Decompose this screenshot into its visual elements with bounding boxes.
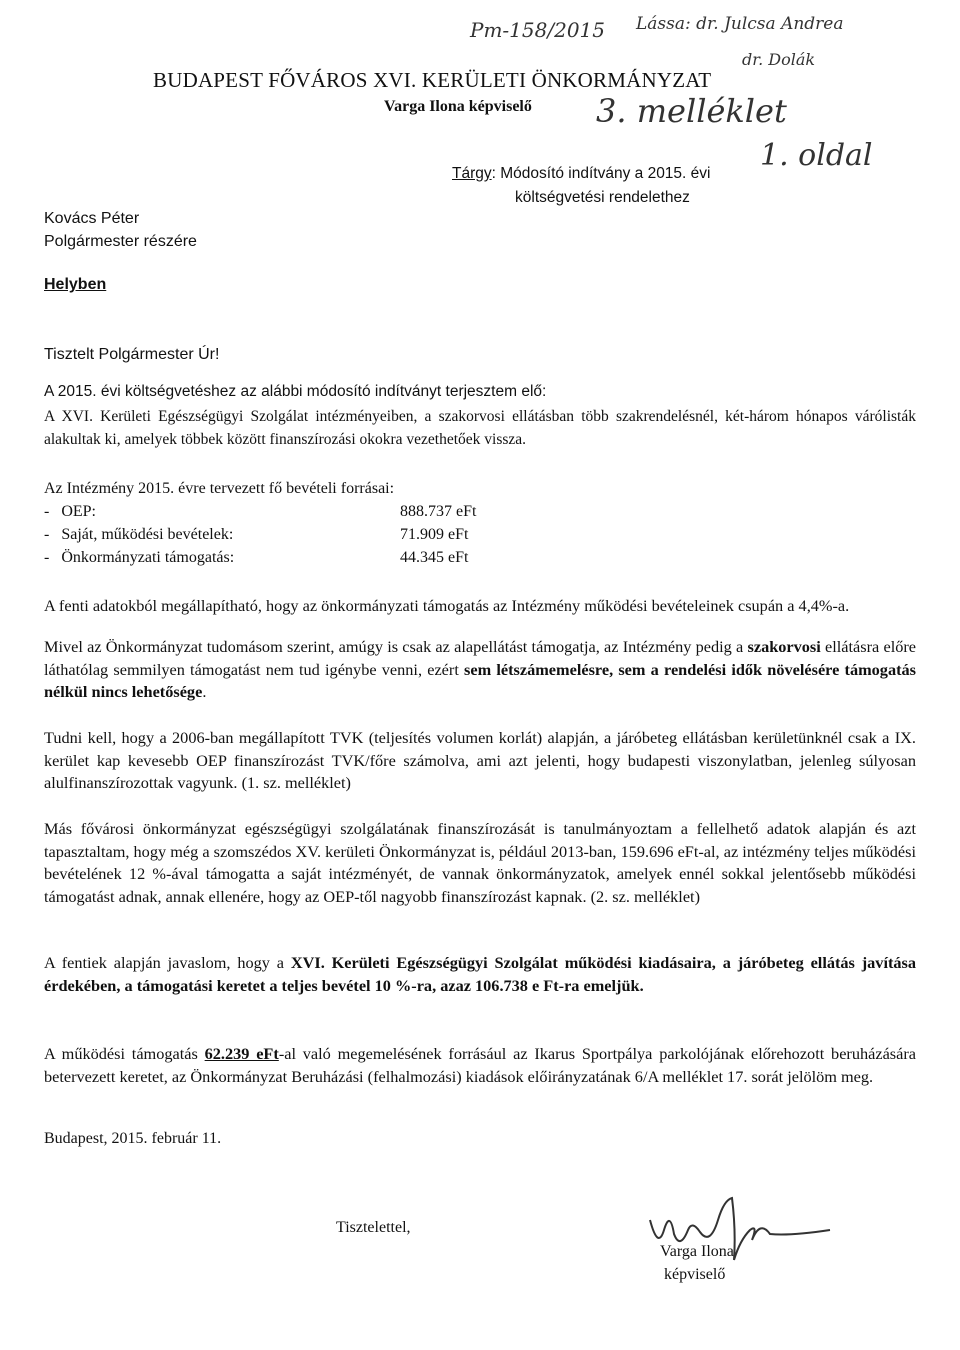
subject-line-2: költségvetési rendelethez bbox=[515, 189, 690, 206]
salutation: Tisztelt Polgármester Úr! bbox=[44, 346, 220, 363]
handwritten-annotation-assignee: Lássa: dr. Julcsa Andrea bbox=[636, 14, 844, 34]
source-value: 888.737 eFt bbox=[400, 503, 477, 520]
recipient-role: Polgármester részére bbox=[44, 233, 197, 250]
intro-line: A 2015. évi költségvetéshez az alábbi módosító indítványt terjesztem elő: bbox=[44, 383, 547, 400]
office-title: BUDAPEST FŐVÁROS XVI. KERÜLETI ÖNKORMÁNYZAT bbox=[153, 68, 712, 92]
source-value: 44.345 eFt bbox=[400, 549, 469, 566]
paragraph-funding-source: A működési támogatás 62.239 eFt-al való megemelésének forrásául az Ikarus Sportpálya parkolójának előrehozott beruházására betervezett keretet, az Önkormányzat Beruházási (felhalmozási) kiadások előirányzatának 6/A melléklet 17. sorát jelölöm meg. bbox=[44, 1044, 917, 1086]
source-value: 71.909 eFt bbox=[400, 526, 469, 543]
source-label: - Önkormányzati támogatás: bbox=[44, 549, 235, 566]
closing: Tisztelettel, bbox=[336, 1219, 411, 1236]
subject-text-1: : Módosító indítvány a 2015. évi bbox=[491, 165, 711, 182]
signature-name: Varga Ilona bbox=[660, 1243, 734, 1260]
registration-number-handwritten: Pm-158/2015 bbox=[470, 18, 605, 42]
paragraph-support-ratio: A fenti adatokból megállapítható, hogy az önkormányzati támogatás az Intézmény működési bevételeinek csupán a 4,4%-a. bbox=[44, 596, 850, 615]
paragraph-proposal: A fentiek alapján javaslom, hogy a XVI. Kerületi Egészségügyi Szolgálat működési kiadásaira, a járóbeteg ellátás javítása érdekében, a támogatási keretet a teljes bevétel 10 %-ra, azaz 106.738 e Ft-ra emeljük. bbox=[44, 953, 917, 995]
recipient-place: Helyben bbox=[44, 276, 107, 293]
source-label: - OEP: bbox=[44, 503, 96, 520]
sender-name: Varga Ilona képviselő bbox=[384, 98, 532, 115]
signature-title: képviselő bbox=[664, 1266, 726, 1283]
paragraph-tvk: Tudni kell, hogy a 2006-ban megállapított TVK (teljesítés volumen korlát) alapján, a járóbeteg ellátásban kerületünknél csak a IX. kerület kap kevesebb OEP finanszírozást TVK/főre számolva, ami azt jelenti, hogy budapesti viszonylatban, jelenleg súlyosan alulfinanszírozottak vagyunk. (1. sz. melléklet) bbox=[44, 728, 916, 792]
source-label: - Saját, működési bevételek: bbox=[44, 526, 234, 543]
handwritten-page-number: 1. oldal bbox=[760, 138, 873, 173]
handwritten-annotation-initials: dr. Dolák bbox=[742, 50, 816, 69]
paragraph-waiting-lists: A XVI. Kerületi Egészségügyi Szolgálat intézményeiben, a szakorvosi ellátásban több szakrendelésnél, két-három hónapos várólisták alakultak ki, amelyek többek között finanszírozási okokra vezethetőek vissza. bbox=[44, 408, 916, 448]
subject-label: Tárgy bbox=[452, 165, 492, 182]
recipient-name: Kovács Péter bbox=[44, 210, 140, 227]
paragraph-comparison: Más fővárosi önkormányzat egészségügyi szolgálatának finanszírozását is tanulmányoztam a fellelhető adatok alapján és azt tapasztaltam, hogy még a szomszédos XV. kerületi Önkormányzat is, például 2013-ban, 159.696 eFt-al, az intézmény teljes működési bevételének 12 %-ával támogatta a saját intézményét, de vannak önkormányzatok, amelyek ennél sokkal jelentősebb működési támogatást adnak, annak ellenére, hogy az OEP-től nagyobb finanszírozást kapnak. (2. sz. melléklet) bbox=[44, 819, 916, 906]
paragraph-no-support: Mivel az Önkormányzat tudomásom szerint, amúgy is csak az alapellátást támogatja, az Intézmény pedig a szakorvosi ellátásra előre láthatólag semmilyen támogatást nem tud igénybe venni, ezért sem létszámemelésre, sem a rendelési idők növelésére támogatás nélkül nincs lehetősége. bbox=[44, 637, 917, 701]
sources-title: Az Intézmény 2015. évre tervezett fő bevételi forrásai: bbox=[44, 480, 395, 497]
date-line: Budapest, 2015. február 11. bbox=[44, 1130, 222, 1147]
handwritten-annex-number: 3. melléklet bbox=[596, 92, 787, 130]
subject-line bbox=[452, 165, 710, 183]
